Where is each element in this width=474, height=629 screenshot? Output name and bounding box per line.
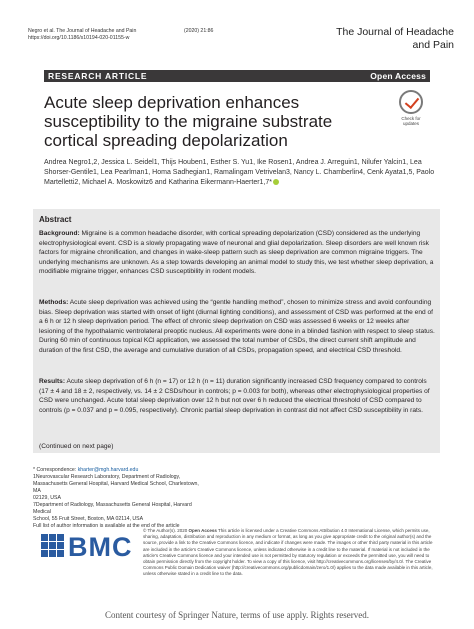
affiliation-7a: 7Department of Radiology, Massachusetts General Hospital, Harvard Medical <box>33 502 192 515</box>
background-label: Background: <box>39 230 80 237</box>
bmc-logo-text: BMC <box>68 532 133 562</box>
license-text <box>143 528 438 578</box>
abstract-results <box>39 377 435 415</box>
journal-name-line1: The Journal of Headache <box>336 26 454 38</box>
methods-label: Methods: <box>39 299 69 306</box>
author-list <box>44 158 436 188</box>
citation <box>28 28 214 42</box>
affiliation-7b: School, 55 Fruit Street, Boston, MA 02114, USA <box>33 516 144 522</box>
citation-journal: Negro et al. The Journal of Headache and Pain <box>28 28 137 34</box>
journal-name-line2: and Pain <box>412 39 454 51</box>
continued-note: (Continued on next page) <box>39 443 114 450</box>
checkmark-icon <box>399 90 423 114</box>
license-head: © The Author(s). 2020 <box>143 528 189 533</box>
open-access-label: Open Access <box>370 71 426 81</box>
affiliation-1b: Massachusetts General Hospital, Harvard Medical School, Charlestown, MA <box>33 481 199 494</box>
badge-line1: Check for <box>401 116 421 121</box>
orcid-icon[interactable] <box>273 179 279 185</box>
correspondence-email[interactable]: kharter@mgh.harvard.edu <box>77 467 139 473</box>
check-for-updates-badge[interactable] <box>396 90 426 126</box>
citation-year: (2020) 21:86 <box>184 28 214 34</box>
badge-line2: updates <box>402 121 419 126</box>
article-type-label: RESEARCH ARTICLE <box>48 71 148 81</box>
article-type-banner <box>44 70 430 82</box>
abstract-methods <box>39 298 435 355</box>
footer-notice: Content courtesy of Springer Nature, terms of use apply. Rights reserved. <box>104 610 370 620</box>
affiliation-1c: 02129, USA <box>33 495 61 501</box>
license-open-access: Open Access <box>188 528 217 533</box>
background-text: Migraine is a common headache disorder, with cortical spreading depolarization (CSD) considered as the underlying electrophysiological event. CSD is a slowly propagating wave of neuronal and glial depolarization. Sleep disorders are well known risk factors for migraine chronification, and changes in wake-sleep pattern such as sleep deprivation are common migraine triggers. The underlying mechanisms are unknown. As a step towards developing an animal model to study this, we test whether sleep deprivation, a modifiable migraine trigger, enhances CSD susceptibility in rodent models. <box>39 230 434 275</box>
affiliation-1a: 1Neurovascular Research Laboratory, Department of Radiology, <box>33 474 181 480</box>
abstract-heading: Abstract <box>39 215 72 224</box>
license-body: This article is licensed under a Creative Commons Attribution 4.0 International License, which permits use, sharing, adaptation, distribution and reproduction in any medium or format, as long as you give appropriate credit to the original author(s) and the source, provide a link to the Creative Commons licence, and indicate if changes were made. The images or other third party material in this article are included in the article's Creative Commons licence, unless indicated otherwise in a credit line to the material. If material is not included in the article's Creative Commons licence and your intended use is not permitted by statutory regulation or exceeds the permitted use, you will need to obtain permission directly from the copyright holder. To view a copy of this licence, visit http://creativecommons.org/licenses/by/4.0/. The Creative Commons Public Domain Dedication waiver (http://creativecommons.org/publicdomain/zero/1.0/) applies to the data made available in this article, unless otherwise stated in a credit line to the data. <box>143 528 433 577</box>
methods-text: Acute sleep deprivation was achieved using the “gentle handling method”, chosen to minimize stress and avoid confounding bias. Sleep deprivation was started with onset of light (diurnal lighting conditions), and assessment of CSD was performed at the end of a 6 h or 12 h sleep deprivation period. The effect of chronic sleep deprivation on CSD was assessed 6 weeks or 12 weeks after lesioning of the hypothalamic ventrolateral preoptic nucleus. All experiments were done in a blinded fashion with respect to sleep status. During 60 min of continuous topical KCl application, we assessed the total number of CSDs, the direct current shift amplitude and duration of the first CSD, the average and cumulative duration of all CSDs, propagation speed, and electrical CSD threshold. <box>39 299 435 354</box>
citation-doi[interactable]: https://doi.org/10.1186/s10194-020-01155-w <box>28 35 130 41</box>
abstract-background <box>39 229 435 277</box>
correspondence-line <box>33 467 203 474</box>
correspondence-label: * Correspondence: <box>33 467 78 473</box>
results-label: Results: <box>39 378 66 385</box>
article-title: Acute sleep deprivation enhances susceptibility to the migraine substrate cortical spreading depolarization <box>44 93 333 150</box>
abstract-box <box>33 209 440 453</box>
journal-name <box>336 26 454 52</box>
results-text: Acute sleep deprivation of 6 h (n = 17) or 12 h (n = 11) duration significantly increased CSD frequency compared to controls (17 ± 4 and 18 ± 2, respectively, vs. 14 ± 2 CSDs/hour in controls; p = 0.003 for both), whereas other electrophysiological properties of CSD were unchanged. Acute total sleep deprivation over 12 h but not over 6 h reduced the electrical threshold of CSD compared to controls (p = 0.037 and p = 0.095, respectively). Chronic partial sleep deprivation in contrast did not affect CSD susceptibility in rats. <box>39 378 430 414</box>
authors-text: Andrea Negro1,2, Jessica L. Seidel1, Thijs Houben1, Esther S. Yu1, Ike Rosen1, Andrea J. Arreguin1, Nilufer Yalcin1, Lea Shorser-Gentile1, Lea Pearlman1, Homa Sadhegian1, Ramalingam Vetrivelan3, Nancy L. Chamberlin4, Cenk Ayata1,5, Paolo Martelletti2, Michael A. Moskowitz6 and Katharina Eikermann-Haerter1,7* <box>44 159 435 186</box>
correspondence-block <box>33 467 203 530</box>
affiliation-note: Full list of author information is available at the end of the article <box>33 523 180 529</box>
